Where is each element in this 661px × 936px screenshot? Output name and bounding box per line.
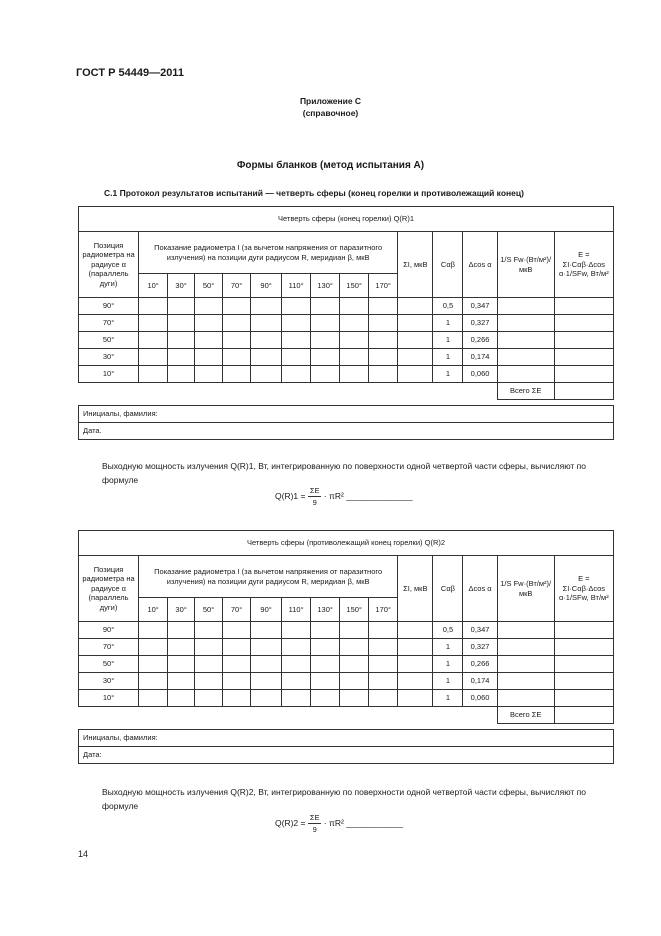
- reading-cell[interactable]: [251, 622, 282, 639]
- reading-cell[interactable]: [139, 639, 168, 656]
- dcos-cell: 0,266: [463, 656, 497, 673]
- reading-cell[interactable]: [251, 332, 282, 349]
- meridian-header: 50°: [195, 274, 223, 298]
- reading-cell[interactable]: [139, 673, 168, 690]
- sum-i-cell[interactable]: [398, 673, 433, 690]
- reading-cell[interactable]: [223, 690, 251, 707]
- dcos-cell: 0,060: [463, 690, 497, 707]
- reading-cell[interactable]: [139, 298, 168, 315]
- reading-cell[interactable]: [282, 639, 311, 656]
- sf-cell[interactable]: [497, 349, 554, 366]
- e-cell[interactable]: [554, 673, 613, 690]
- paragraph-q2: Выходную мощность излучения Q(R)2, Вт, интегрированную по поверхности одной четвертой части сферы, вычисляют по формуле: [102, 787, 586, 811]
- reading-cell[interactable]: [139, 622, 168, 639]
- reading-cell[interactable]: [195, 298, 223, 315]
- sf-cell[interactable]: [497, 366, 554, 383]
- dcos-cell: 0,266: [463, 332, 497, 349]
- reading-cell[interactable]: [251, 690, 282, 707]
- sum-i-cell[interactable]: [398, 622, 433, 639]
- reading-cell[interactable]: [340, 298, 369, 315]
- c-ab-cell: 0,5: [433, 622, 463, 639]
- sf-cell[interactable]: [497, 332, 554, 349]
- reading-cell[interactable]: [251, 656, 282, 673]
- e-cell[interactable]: [554, 298, 613, 315]
- reading-cell[interactable]: [311, 349, 340, 366]
- e-cell[interactable]: [554, 622, 613, 639]
- position-cell: 30°: [79, 349, 139, 366]
- reading-cell[interactable]: [311, 315, 340, 332]
- reading-cell[interactable]: [139, 366, 168, 383]
- reading-cell[interactable]: [369, 639, 398, 656]
- reading-cell[interactable]: [340, 315, 369, 332]
- appendix-title: Приложение С: [299, 96, 362, 106]
- reading-cell[interactable]: [195, 332, 223, 349]
- e-cell[interactable]: [554, 690, 613, 707]
- formula-q1: Q(R)1 = $\frac{\Sigma E}{9}$ · πR² ______________: [275, 486, 413, 507]
- dcos-header: Δcos α: [463, 556, 497, 622]
- meridian-header: 10°: [139, 274, 168, 298]
- total-label: Всего ΣE: [497, 707, 554, 724]
- reading-cell[interactable]: [168, 298, 195, 315]
- reading-cell[interactable]: [139, 690, 168, 707]
- position-cell: 50°: [79, 656, 139, 673]
- dcos-cell: 0,327: [463, 639, 497, 656]
- dcos-header: Δcos α: [463, 232, 497, 298]
- reading-cell[interactable]: [369, 366, 398, 383]
- table-row: [79, 673, 614, 690]
- e-cell[interactable]: [554, 656, 613, 673]
- position-cell: 10°: [79, 690, 139, 707]
- paragraph-q1: Выходную мощность излучения Q(R)1, Вт, интегрированную по поверхности одной четвертой части сферы, вычисляют по формуле: [102, 461, 586, 485]
- reading-cell[interactable]: [195, 622, 223, 639]
- reading-cell[interactable]: [139, 332, 168, 349]
- position-cell: 30°: [79, 673, 139, 690]
- reading-cell[interactable]: [223, 673, 251, 690]
- table-row: [79, 639, 614, 656]
- sum-i-cell[interactable]: [398, 315, 433, 332]
- sum-i-cell[interactable]: [398, 298, 433, 315]
- meridian-header: 170°: [369, 274, 398, 298]
- table-row: [79, 349, 614, 366]
- readings-header: Показание радиометра I (за вычетом напряжения от паразитного излучения) на позиции дуги радиусом R, меридиан β, мкВ: [139, 556, 398, 598]
- position-cell: 70°: [79, 315, 139, 332]
- section-title: Формы бланков (метод испытания А): [236, 160, 425, 171]
- reading-cell[interactable]: [168, 690, 195, 707]
- reading-cell[interactable]: [195, 690, 223, 707]
- reading-cell[interactable]: [311, 690, 340, 707]
- reading-cell[interactable]: [282, 332, 311, 349]
- reading-cell[interactable]: [223, 349, 251, 366]
- protocol-table-opposite-end: [78, 530, 614, 764]
- c-ab-cell: 1: [433, 690, 463, 707]
- date-field[interactable]: Дата.: [79, 423, 614, 440]
- readings-header: Показание радиометра I (за вычетом напряжения от паразитного излучения) на позиции дуги радиусом R, меридиан β, мкВ: [139, 232, 398, 274]
- reading-cell[interactable]: [369, 690, 398, 707]
- sum-i-cell[interactable]: [398, 690, 433, 707]
- reading-cell[interactable]: [223, 298, 251, 315]
- meridian-header: 130°: [311, 274, 340, 298]
- c-ab-cell: 1: [433, 349, 463, 366]
- reading-cell[interactable]: [282, 622, 311, 639]
- page-number: 14: [78, 849, 89, 859]
- reading-cell[interactable]: [168, 349, 195, 366]
- sf-cell[interactable]: [497, 298, 554, 315]
- reading-cell[interactable]: [311, 366, 340, 383]
- meridian-header: 50°: [195, 598, 223, 622]
- total-cell[interactable]: [554, 383, 613, 400]
- protocol-table-burner-end: [78, 206, 614, 440]
- reading-cell[interactable]: [369, 298, 398, 315]
- c-ab-cell: 1: [433, 673, 463, 690]
- c-ab-cell: 1: [433, 639, 463, 656]
- e-cell[interactable]: [554, 332, 613, 349]
- c-ab-cell: 1: [433, 366, 463, 383]
- reading-cell[interactable]: [195, 366, 223, 383]
- reading-cell[interactable]: [195, 315, 223, 332]
- sf-cell[interactable]: [497, 622, 554, 639]
- position-cell: 90°: [79, 298, 139, 315]
- reading-cell[interactable]: [369, 622, 398, 639]
- table-row: [79, 622, 614, 639]
- dcos-cell: 0,174: [463, 349, 497, 366]
- reading-cell[interactable]: [311, 298, 340, 315]
- sum-i-cell[interactable]: [398, 656, 433, 673]
- meridian-header: 70°: [223, 274, 251, 298]
- reading-cell[interactable]: [168, 315, 195, 332]
- e-cell[interactable]: [554, 639, 613, 656]
- reading-cell[interactable]: [195, 349, 223, 366]
- reading-cell[interactable]: [282, 366, 311, 383]
- reading-cell[interactable]: [223, 366, 251, 383]
- c-ab-header: Cαβ: [433, 232, 463, 298]
- reading-cell[interactable]: [340, 622, 369, 639]
- reading-cell[interactable]: [311, 639, 340, 656]
- initials-field[interactable]: Инициалы, фамилия:: [79, 406, 614, 423]
- e-header: E = ΣI·Cαβ·Δcos α·1/SFw, Вт/м²: [554, 556, 613, 622]
- meridian-header: 110°: [282, 598, 311, 622]
- reading-cell[interactable]: [311, 622, 340, 639]
- reading-cell[interactable]: [282, 656, 311, 673]
- total-cell[interactable]: [554, 707, 613, 724]
- reading-cell[interactable]: [139, 349, 168, 366]
- reading-cell[interactable]: [251, 366, 282, 383]
- reading-cell[interactable]: [369, 315, 398, 332]
- meridian-header: 110°: [282, 274, 311, 298]
- reading-cell[interactable]: [282, 298, 311, 315]
- sf-cell[interactable]: [497, 639, 554, 656]
- position-cell: 50°: [79, 332, 139, 349]
- e-header: E = ΣI·Cαβ·Δcos α·1/SFw, Вт/м²: [554, 232, 613, 298]
- position-cell: 70°: [79, 639, 139, 656]
- sum-i-header: ΣI, мкВ: [398, 556, 433, 622]
- reading-cell[interactable]: [340, 349, 369, 366]
- reading-cell[interactable]: [223, 315, 251, 332]
- meridian-header: 30°: [168, 598, 195, 622]
- sf-cell[interactable]: [497, 690, 554, 707]
- reading-cell[interactable]: [168, 656, 195, 673]
- total-label: Всего ΣE: [497, 383, 554, 400]
- reading-cell[interactable]: [168, 366, 195, 383]
- reading-cell[interactable]: [223, 332, 251, 349]
- e-cell[interactable]: [554, 366, 613, 383]
- meridian-header: 150°: [340, 598, 369, 622]
- reading-cell[interactable]: [282, 349, 311, 366]
- c-ab-cell: 0,5: [433, 298, 463, 315]
- dcos-cell: 0,060: [463, 366, 497, 383]
- sf-cell[interactable]: [497, 656, 554, 673]
- table-row: [79, 332, 614, 349]
- reading-cell[interactable]: [282, 690, 311, 707]
- meridian-header: 30°: [168, 274, 195, 298]
- reading-cell[interactable]: [340, 673, 369, 690]
- reading-cell[interactable]: [139, 656, 168, 673]
- reading-cell[interactable]: [251, 673, 282, 690]
- reading-cell[interactable]: [311, 656, 340, 673]
- reading-cell[interactable]: [223, 656, 251, 673]
- sum-i-header: ΣI, мкВ: [398, 232, 433, 298]
- table-row: [79, 315, 614, 332]
- c-ab-cell: 1: [433, 332, 463, 349]
- reading-cell[interactable]: [251, 298, 282, 315]
- position-cell: 10°: [79, 366, 139, 383]
- reading-cell[interactable]: [369, 656, 398, 673]
- meridian-header: 90°: [251, 274, 282, 298]
- reading-cell[interactable]: [282, 315, 311, 332]
- reading-cell[interactable]: [251, 349, 282, 366]
- initials-field[interactable]: Инициалы, фамилия:: [79, 730, 614, 747]
- reading-cell[interactable]: [251, 639, 282, 656]
- reading-cell[interactable]: [340, 366, 369, 383]
- dcos-cell: 0,174: [463, 673, 497, 690]
- reading-cell[interactable]: [311, 673, 340, 690]
- c-ab-cell: 1: [433, 656, 463, 673]
- e-cell[interactable]: [554, 315, 613, 332]
- reading-cell[interactable]: [251, 315, 282, 332]
- reading-cell[interactable]: [369, 332, 398, 349]
- sf-cell[interactable]: [497, 315, 554, 332]
- table-row: [79, 690, 614, 707]
- reading-cell[interactable]: [168, 332, 195, 349]
- table-row: [79, 298, 614, 315]
- sum-i-cell[interactable]: [398, 639, 433, 656]
- meridian-header: 90°: [251, 598, 282, 622]
- reading-cell[interactable]: [369, 349, 398, 366]
- position-header: Позиция радиометра на радиусе α (параллель дуги): [79, 556, 139, 622]
- reading-cell[interactable]: [195, 673, 223, 690]
- formula-q2: Q(R)2 = $\frac{\Sigma E}{9}$ · πR² ____________: [275, 813, 403, 834]
- reading-cell[interactable]: [195, 639, 223, 656]
- reading-cell[interactable]: [223, 639, 251, 656]
- reading-cell[interactable]: [340, 690, 369, 707]
- date-field[interactable]: Дата:: [79, 747, 614, 764]
- position-header: Позиция радиометра на радиусе α (параллель дуги): [79, 232, 139, 298]
- sf-header: 1/S Fw·(Вт/м²)/мкВ: [497, 556, 554, 622]
- reading-cell[interactable]: [369, 673, 398, 690]
- reading-cell[interactable]: [340, 656, 369, 673]
- table-row: [79, 366, 614, 383]
- subsection-title: С.1 Протокол результатов испытаний — четверть сферы (конец горелки и противолежащий конец): [104, 188, 524, 198]
- reading-cell[interactable]: [168, 673, 195, 690]
- reading-cell[interactable]: [223, 622, 251, 639]
- reading-cell[interactable]: [311, 332, 340, 349]
- position-cell: 90°: [79, 622, 139, 639]
- meridian-header: 150°: [340, 274, 369, 298]
- dcos-cell: 0,347: [463, 622, 497, 639]
- c-ab-header: Cαβ: [433, 556, 463, 622]
- e-cell[interactable]: [554, 349, 613, 366]
- reading-cell[interactable]: [340, 332, 369, 349]
- sf-header: 1/S Fw·(Вт/м²)/мкВ: [497, 232, 554, 298]
- table-title: Четверть сферы (противолежащий конец горелки) Q(R)2: [79, 531, 614, 556]
- dcos-cell: 0,327: [463, 315, 497, 332]
- reading-cell[interactable]: [168, 639, 195, 656]
- document-code: ГОСТ Р 54449—2011: [76, 67, 184, 79]
- meridian-header: 10°: [139, 598, 168, 622]
- reading-cell[interactable]: [195, 656, 223, 673]
- sum-i-cell[interactable]: [398, 332, 433, 349]
- table-title: Четверть сферы (конец горелки) Q(R)1: [79, 207, 614, 232]
- appendix-note: (справочное): [302, 108, 359, 118]
- sf-cell[interactable]: [497, 673, 554, 690]
- sum-i-cell[interactable]: [398, 349, 433, 366]
- sum-i-cell[interactable]: [398, 366, 433, 383]
- c-ab-cell: 1: [433, 315, 463, 332]
- reading-cell[interactable]: [168, 622, 195, 639]
- reading-cell[interactable]: [282, 673, 311, 690]
- reading-cell[interactable]: [340, 639, 369, 656]
- reading-cell[interactable]: [139, 315, 168, 332]
- meridian-header: 70°: [223, 598, 251, 622]
- dcos-cell: 0,347: [463, 298, 497, 315]
- meridian-header: 130°: [311, 598, 340, 622]
- table-row: [79, 656, 614, 673]
- meridian-header: 170°: [369, 598, 398, 622]
